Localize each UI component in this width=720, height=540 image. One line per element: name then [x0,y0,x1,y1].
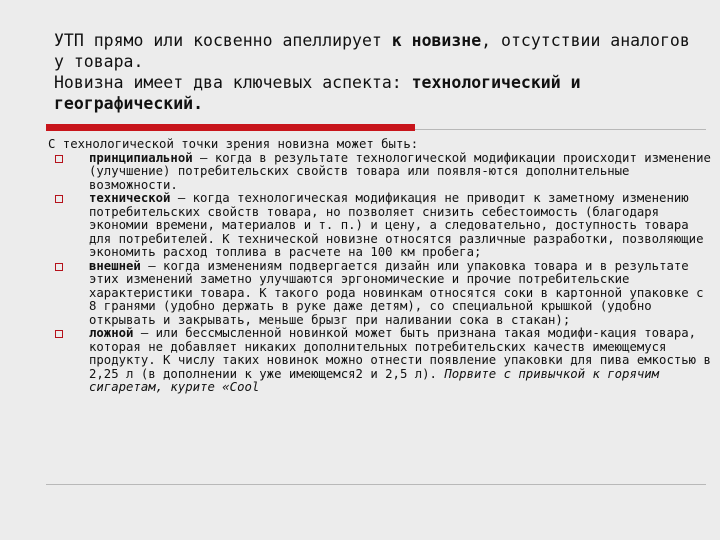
title-line1-bold: к новизне [391,31,482,50]
square-bullet-icon [55,263,63,271]
title-line2-pre: Новизна имеет два ключевых аспекта: [54,73,412,92]
list-item-term: ложной [89,326,134,340]
list-item [48,192,714,260]
list-item-text: — или бессмысленной новинкой может быть признана такая модифи-кация товара, которая не добавляет никаких дополнительных потребительских качеств имеющемуся продукту. К числу таких новинок можно отнести появление упаковки для пива емкостью в 2,25 л (в дополнении к уже имеющемся2 и 2,5 л). [89,326,711,381]
square-bullet-icon [55,330,63,338]
title-line1-post: , отсутствии аналогов у товара. [54,31,690,71]
square-bullet-icon [55,155,63,163]
slide-title [54,30,694,114]
list-item [48,260,714,328]
novelty-list [48,152,714,395]
slide-body [48,138,714,395]
list-item [48,152,714,193]
list-item-text: — когда в результате технологической модификации происходит изменение (улучшение) потребительских свойств товара или появля-ются дополнительные возможности. [89,150,711,192]
title-line1-pre: УТП прямо или косвенно апеллирует [54,31,392,50]
list-item-italic-text: Порвите с привычкой к горячим сигаретам, курите «Cool [89,366,660,394]
bottom-divider [46,484,706,485]
list-item-term: технической [89,191,171,205]
list-item-text: — когда изменениям подвергается дизайн или упаковка товара и в результате этих изменений заметно улучшаются эргономические и прочие потребительские характеристики товара. К такого рода новинкам относятся соки в картонной упаковке с 8 гранями (удобно держать в руке даже детям), со специальной крышкой (удобно открывать и закрывать, меньше брызг при наливании сока в стакан); [89,258,704,327]
list-item [48,327,714,395]
title-line2-bold: технологический и географический. [54,73,581,113]
list-item-term: внешней [89,258,141,273]
intro-text: С технологической точки зрения новизна может быть: [48,137,419,151]
square-bullet-icon [55,195,63,203]
title-accent-bar [46,124,415,131]
list-item-text: — когда технологическая модификация не приводит к заметному изменению потребительских свойств товара, но позволяет снизить себестоимость (благодаря экономии времени, материалов и т. п.) и цену, а следовательно, доступность товара для потребителей. К технической новизне относятся различные разработки, позволяющие экономить расход топлива в расчете на 100 км пробега; [89,191,704,259]
list-item-term: принципиальной [89,150,193,165]
